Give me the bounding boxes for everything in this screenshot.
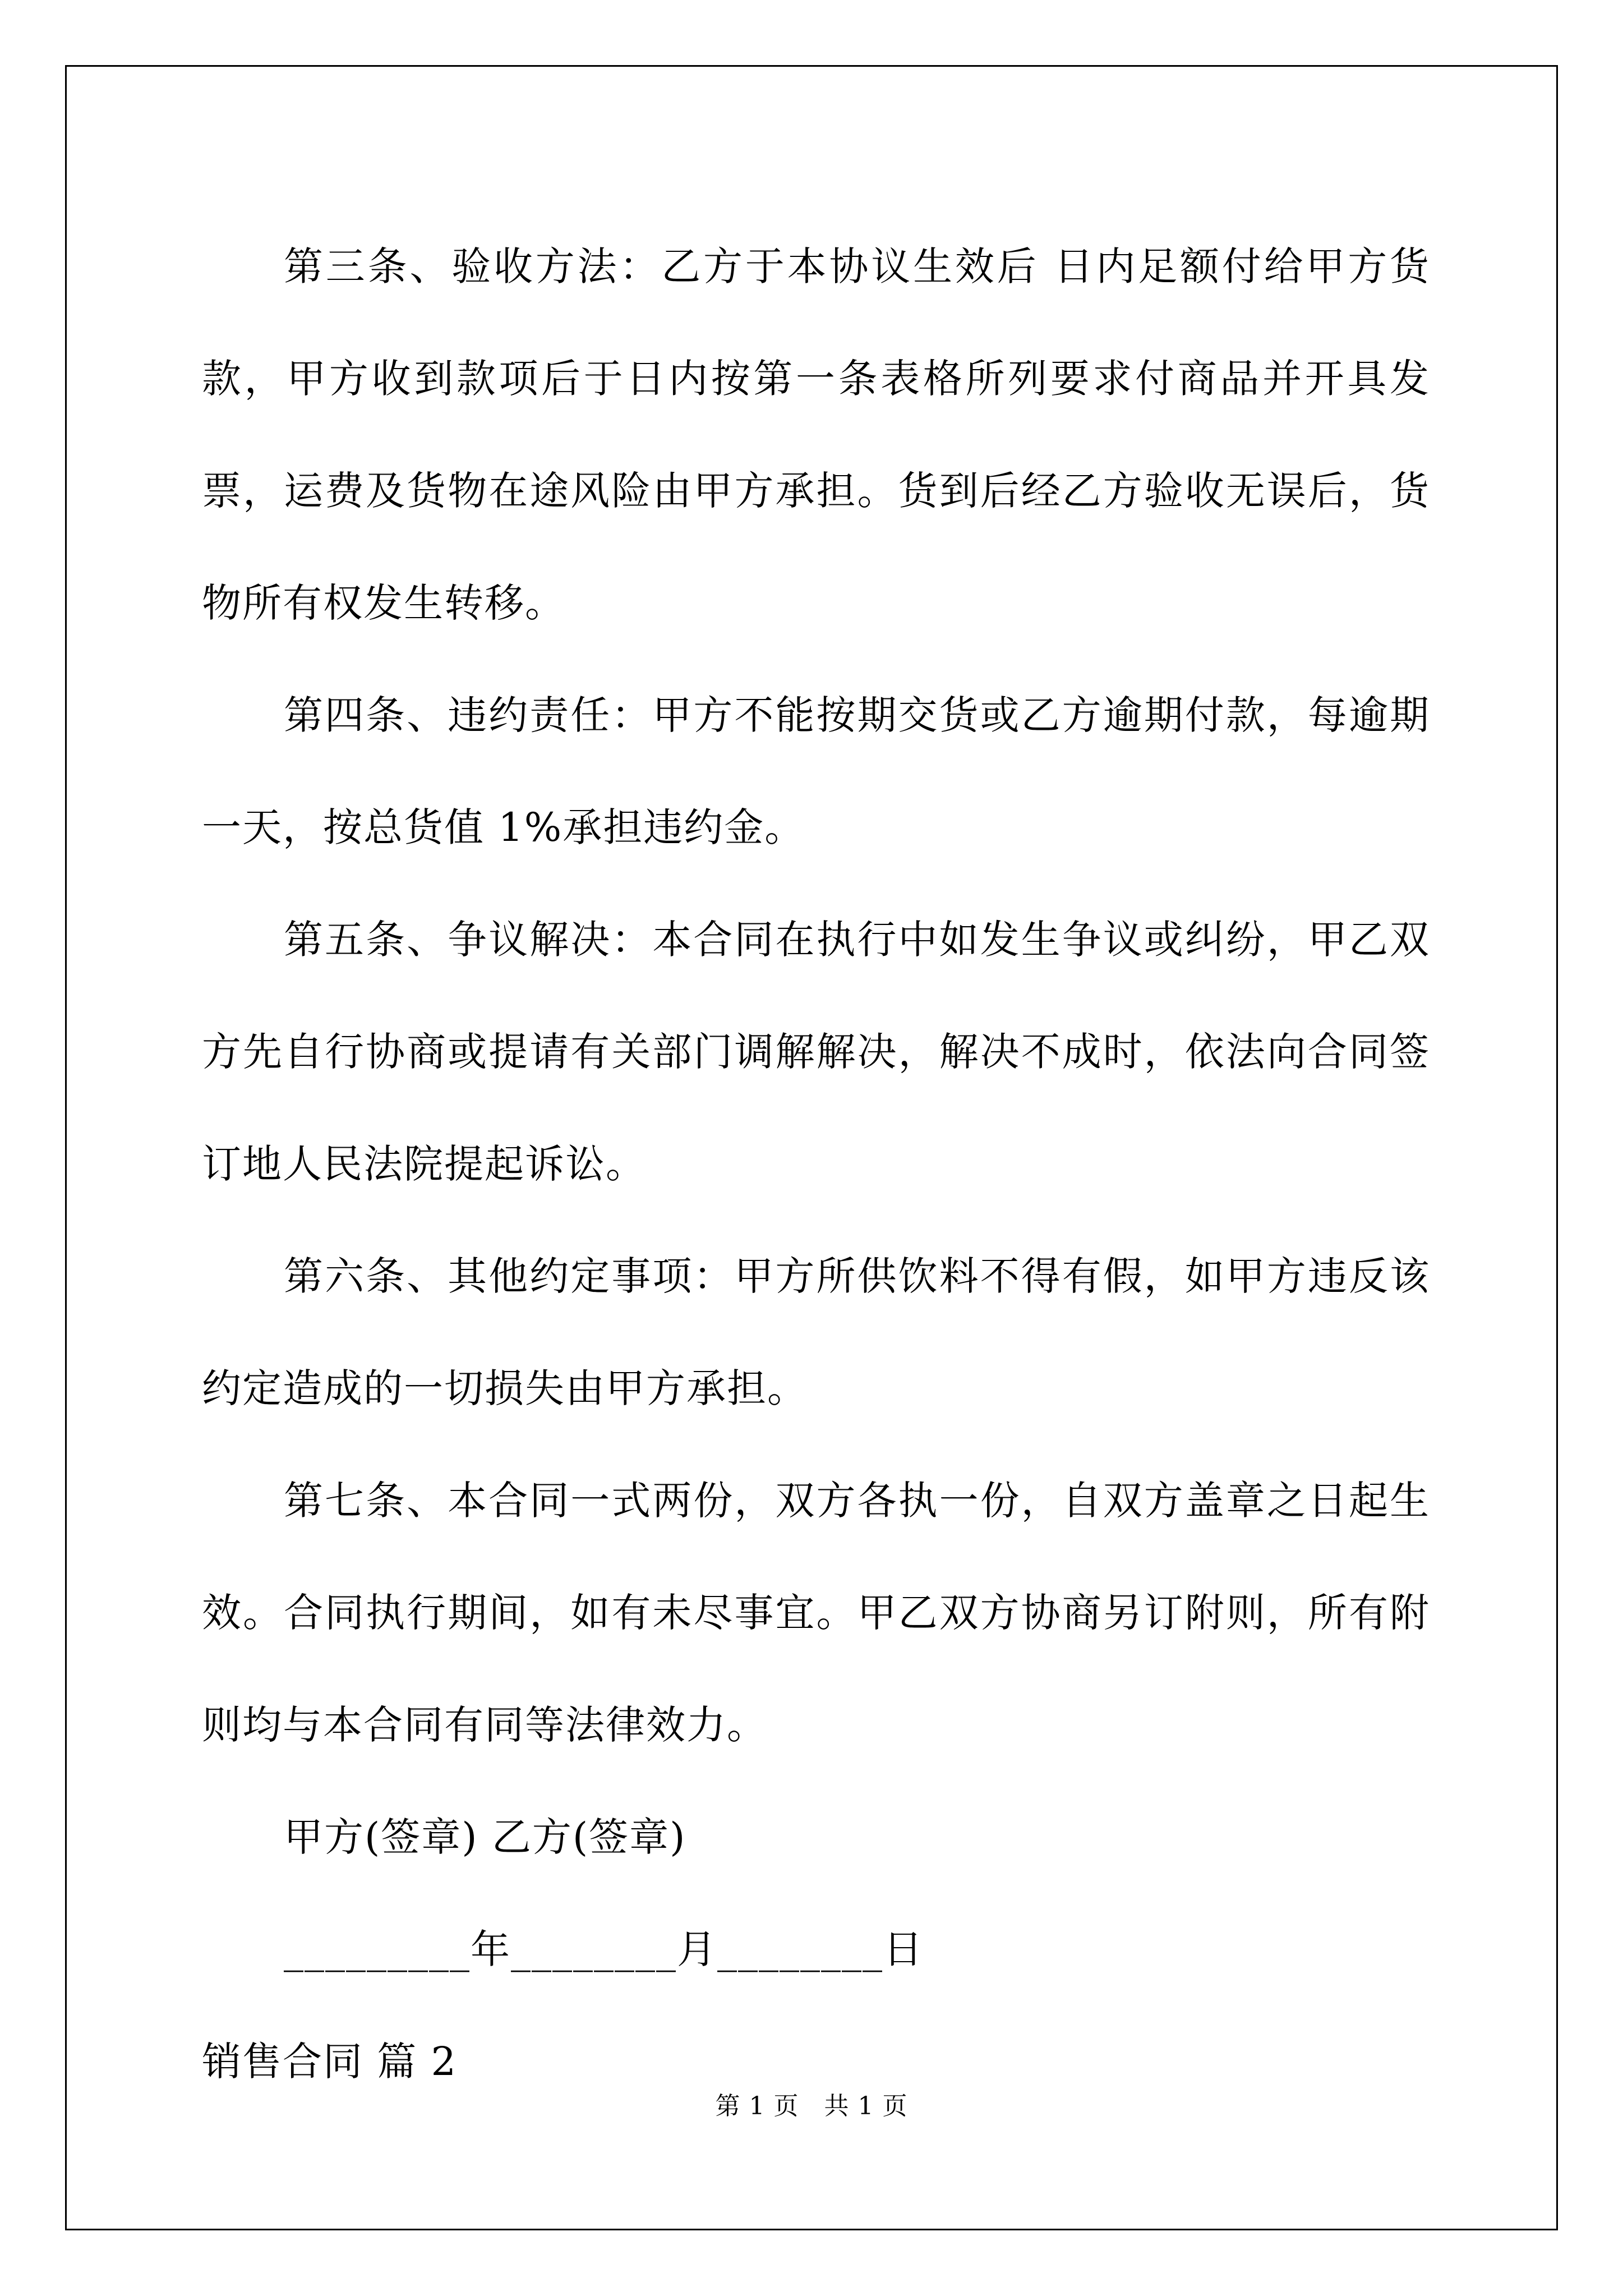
document-body	[202, 210, 1430, 2118]
section-heading: 销售合同 篇 2	[202, 2039, 458, 2085]
clause-7-paragraph: 第七条、本合同一式两份，双方各执一份，自双方盖章之日起生效。合同执行期间，如有未尽事宜。甲乙双方协商另订附则，所有附则均与本合同有同等法律效力。	[202, 1478, 1430, 1748]
clause-4-paragraph: 第四条、违约责任：甲方不能按期交货或乙方逾期付款，每逾期一天，按总货值 1%承担违约金。	[202, 692, 1430, 850]
clause-3-paragraph: 第三条、验收方法：乙方于本协议生效后 日内足额付给甲方货款，甲方收到款项后于日内按第一条表格所列要求付商品并开具发票，运费及货物在途风险由甲方承担。货到后经乙方验收无误后，货物所有权发生转移。	[202, 243, 1430, 626]
clause-6-paragraph: 第六条、其他约定事项：甲方所供饮料不得有假，如甲方违反该约定造成的一切损失由甲方承担。	[202, 1253, 1430, 1411]
signature-line: 甲方(签章) 乙方(签章)	[284, 1814, 686, 1860]
date-line: _________年________月________日	[284, 1926, 924, 1972]
page-footer: 第 1 页 共 1 页	[715, 2092, 908, 2120]
clause-5-paragraph: 第五条、争议解决：本合同在执行中如发生争议或纠纷，甲乙双方先自行协商或提请有关部门调解解决，解决不成时，依法向合同签订地人民法院提起诉讼。	[202, 917, 1430, 1187]
